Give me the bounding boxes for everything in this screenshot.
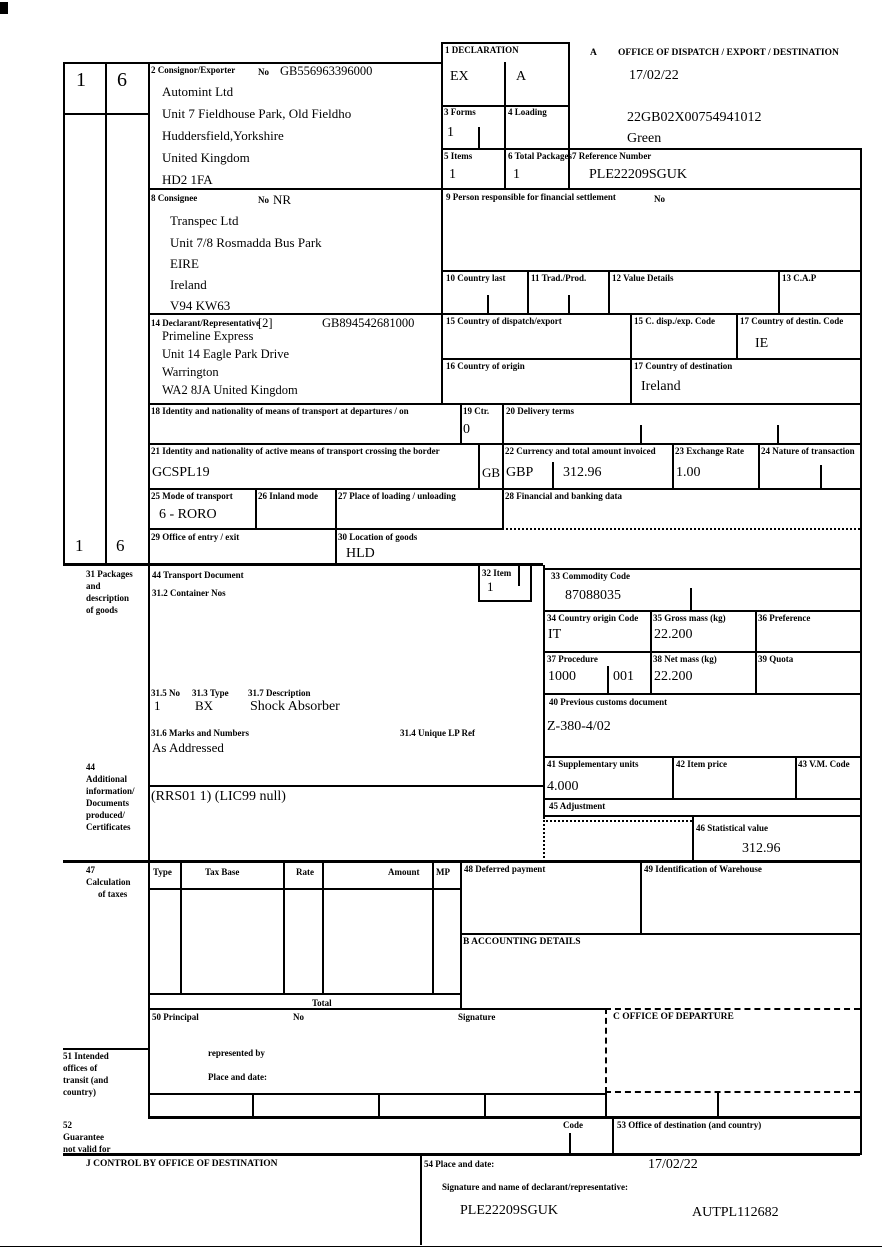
box52-code-label: Code <box>563 1120 583 1130</box>
box41-label: 41 Supplementary units <box>547 759 639 769</box>
box13-label: 13 C.A.P <box>782 273 817 283</box>
line <box>148 993 460 995</box>
box6-label: 6 Total Packages <box>508 151 573 161</box>
line <box>504 62 506 190</box>
box24-label: 24 Nature of transaction <box>761 446 855 456</box>
box22-label: 22 Currency and total amount invoiced <box>505 446 656 456</box>
line <box>484 1093 486 1118</box>
box32-label: 32 Item <box>482 568 512 578</box>
box18-label: 18 Identity and nationality of means of transport at departures / on <box>151 406 409 416</box>
line <box>568 42 570 190</box>
dashed-line <box>605 1008 860 1010</box>
declaration-type: EX <box>450 69 469 84</box>
line <box>692 815 694 862</box>
box7-value: PLE22209SGUK <box>589 167 688 182</box>
declarant-line: Primeline Express <box>162 329 254 343</box>
consignor-line: United Kingdom <box>162 150 250 165</box>
box27-label: 27 Place of loading / unloading <box>338 491 456 501</box>
box17-value: Ireland <box>641 379 681 394</box>
box35-label: 35 Gross mass (kg) <box>653 613 726 623</box>
box19-value: 0 <box>463 422 470 437</box>
officeA-routing: Green <box>627 131 662 146</box>
box35-value: 22.200 <box>654 627 693 642</box>
box52-label: not valid for <box>63 1144 111 1154</box>
box31-label: description <box>86 593 130 603</box>
tax-total-label: Total <box>312 998 332 1008</box>
tax-col-type: Type <box>153 867 172 877</box>
dotted-line <box>543 817 545 862</box>
line <box>650 610 652 695</box>
declarant-line: Unit 14 Eagle Park Drive <box>162 347 290 361</box>
box54-signature-label: Signature and name of declarant/representative: <box>442 1182 628 1192</box>
box19-label: 19 Ctr. <box>463 406 490 416</box>
consignee-line: Ireland <box>170 277 207 292</box>
line <box>543 756 860 758</box>
line <box>63 62 65 565</box>
dotted-line <box>502 528 860 530</box>
line <box>255 488 257 530</box>
line <box>335 488 337 565</box>
line <box>0 1246 882 1247</box>
box20-label: 20 Delivery terms <box>506 406 574 416</box>
line <box>612 1116 614 1155</box>
box11-label: 11 Trad./Prod. <box>531 273 587 283</box>
line <box>758 443 760 490</box>
box52-label: 52 <box>63 1120 72 1130</box>
copy-number-1: 1 <box>76 69 86 91</box>
box51-label: transit (and <box>63 1075 109 1085</box>
consignor-line: Unit 7 Fieldhouse Park, Old Fieldho <box>162 106 352 121</box>
line <box>148 403 860 405</box>
box37-label: 37 Procedure <box>547 654 598 664</box>
box14-label: 14 Declarant/Representative <box>151 318 261 328</box>
box23-value: 1.00 <box>676 465 701 480</box>
box44-label: Additional <box>86 774 128 784</box>
box47-label: of taxes <box>98 889 128 899</box>
line <box>460 933 860 935</box>
box6-value: 1 <box>513 167 520 182</box>
tick <box>820 465 822 490</box>
box31-6-value: As Addressed <box>152 740 224 755</box>
line <box>63 1153 860 1156</box>
dotted-line <box>543 820 692 822</box>
tick <box>690 588 692 612</box>
line <box>543 798 860 800</box>
box31-label: of goods <box>86 605 118 615</box>
box38-label: 38 Net mass (kg) <box>653 654 717 664</box>
line <box>608 270 610 315</box>
line <box>630 313 632 405</box>
box47-label: 47 <box>86 865 95 875</box>
box45-label: 45 Adjustment <box>549 801 606 811</box>
tick <box>777 425 779 445</box>
box37-value1: 1000 <box>548 669 576 684</box>
box51-label: country) <box>63 1087 96 1097</box>
box36-label: 36 Preference <box>758 613 811 623</box>
declarant-eori: GB894542681000 <box>322 316 415 330</box>
line <box>148 785 543 787</box>
box44-label: 44 <box>86 762 95 772</box>
line <box>478 565 480 602</box>
line <box>420 1153 422 1245</box>
box50-label: 50 Principal <box>152 1012 199 1022</box>
line <box>105 62 107 565</box>
line <box>441 270 860 272</box>
box21-nationality: GB <box>482 465 501 480</box>
consignee-line: EIRE <box>170 256 199 271</box>
line <box>441 358 860 360</box>
box2-label: 2 Consignor/Exporter <box>151 65 236 75</box>
line <box>283 862 285 995</box>
box39-label: 39 Quota <box>758 654 794 664</box>
tick <box>568 295 570 315</box>
consignee-eori: NR <box>273 192 292 207</box>
box37-value2: 001 <box>613 669 634 684</box>
box38-value: 22.200 <box>654 669 693 684</box>
line <box>148 1116 860 1119</box>
consignee-line: Unit 7/8 Rosmadda Bus Park <box>170 235 322 250</box>
officeA-date: 17/02/22 <box>629 68 679 83</box>
box8-no-label: No <box>258 195 269 205</box>
line <box>63 1048 148 1050</box>
box31-7-label: 31.7 Description <box>248 688 311 698</box>
box54-reference: PLE22209SGUK <box>460 1203 559 1218</box>
declarant-line: Warrington <box>162 365 219 379</box>
box44-label: produced/ <box>86 810 125 820</box>
box7-label: 7 Reference Number <box>572 151 652 161</box>
line <box>441 42 568 44</box>
line <box>605 1093 607 1118</box>
line <box>432 862 434 995</box>
box4-label: 4 Loading <box>508 107 547 117</box>
tick <box>640 425 642 445</box>
box9-label: 9 Person responsible for financial settlement <box>446 192 616 202</box>
consignor-eori: GB556963396000 <box>280 64 373 78</box>
box25-label: 25 Mode of transport <box>151 491 233 501</box>
officeA-mrn: 22GB02X00754941012 <box>627 110 762 125</box>
box46-value: 312.96 <box>742 841 781 856</box>
line <box>530 565 532 602</box>
box2-no-label: No <box>258 67 269 77</box>
box21-value: GCSPL19 <box>152 465 210 480</box>
box17-label: 17 Country of destination <box>634 361 733 371</box>
box34-label: 34 Country origin Code <box>547 613 639 623</box>
consignee-line: Transpec Ltd <box>170 213 239 228</box>
box12-label: 12 Value Details <box>612 273 674 283</box>
box34-value: IT <box>548 627 562 642</box>
box41-value: 4.000 <box>547 779 579 794</box>
copy-number-6-lower: 6 <box>116 536 125 555</box>
box44-label: Documents <box>86 798 129 808</box>
box3-value: 1 <box>447 125 454 140</box>
box22-currency: GBP <box>506 465 534 480</box>
box5-label: 5 Items <box>444 151 473 161</box>
line <box>543 565 545 817</box>
box31-label: and <box>86 581 101 591</box>
line <box>148 528 502 530</box>
box42-label: 42 Item price <box>676 759 727 769</box>
line <box>543 651 860 653</box>
dashed-line <box>605 1008 607 1093</box>
line <box>460 862 462 1010</box>
line <box>778 270 780 315</box>
tax-col-taxbase: Tax Base <box>205 867 240 877</box>
line <box>252 1093 254 1118</box>
box31-label: 31 Packages <box>86 569 133 579</box>
box17a-value: IE <box>755 336 769 351</box>
tick <box>552 462 554 490</box>
box50-no-label: No <box>293 1012 304 1022</box>
box40-label: 40 Previous customs document <box>549 697 668 707</box>
box33-label: 33 Commodity Code <box>551 571 630 581</box>
line <box>736 313 738 360</box>
box31-6-label: 31.6 Marks and Numbers <box>151 728 250 738</box>
box31-3-label: 31.3 Type <box>192 688 229 698</box>
box10-label: 10 Country last <box>446 273 506 283</box>
line <box>543 568 860 570</box>
sectionB-title: B ACCOUNTING DETAILS <box>463 937 581 947</box>
box53-label: 53 Office of destination (and country) <box>617 1120 762 1130</box>
box15-label: 15 Country of dispatch/export <box>446 316 562 326</box>
box40-value: Z-380-4/02 <box>547 719 611 734</box>
box25-value: 6 - RORO <box>159 507 217 522</box>
box31-7-value: Shock Absorber <box>250 699 340 714</box>
tick <box>478 127 480 150</box>
officeA-title: OFFICE OF DISPATCH / EXPORT / DESTINATION <box>618 48 839 58</box>
box15a-label: 15 C. disp./exp. Code <box>634 316 716 326</box>
line <box>148 313 860 315</box>
line <box>640 862 642 935</box>
line <box>607 666 609 695</box>
line <box>148 62 150 1118</box>
copy-number-6: 6 <box>117 69 127 91</box>
line <box>322 862 324 995</box>
consignor-line: Automint Ltd <box>162 84 234 99</box>
line <box>441 42 443 405</box>
box31-3-value: BX <box>195 698 214 713</box>
box46-label: 46 Statistical value <box>696 823 768 833</box>
box43-label: 43 V.M. Code <box>798 759 850 769</box>
line <box>63 563 543 566</box>
declaration-subtype: A <box>516 69 527 84</box>
box49-label: 49 Identification of Warehouse <box>644 864 762 874</box>
line <box>672 756 674 800</box>
box31-5-value: 1 <box>154 698 161 713</box>
line <box>148 1093 605 1095</box>
line <box>148 888 460 890</box>
box44-label: Certificates <box>86 822 131 832</box>
box47-label: Calculation <box>86 877 131 887</box>
line <box>795 756 797 800</box>
box23-label: 23 Exchange Rate <box>675 446 744 456</box>
box54-authorisation: AUTPL112682 <box>692 1205 779 1220</box>
consignor-line: Huddersfield,Yorkshire <box>162 128 284 143</box>
line <box>148 1008 605 1010</box>
line <box>755 610 757 695</box>
box51-label: offices of <box>63 1063 98 1073</box>
box31-2-label: 31.2 Container Nos <box>152 588 226 598</box>
box33-value: 87088035 <box>565 588 621 603</box>
box16-label: 16 Country of origin <box>446 361 525 371</box>
line <box>717 1091 719 1118</box>
box26-label: 26 Inland mode <box>258 491 319 501</box>
box48-label: 48 Deferred payment <box>464 864 546 874</box>
box32-value: 1 <box>487 579 494 594</box>
consignor-line: HD2 1FA <box>162 172 213 187</box>
consignee-line: V94 KW63 <box>170 298 231 313</box>
line <box>543 815 860 817</box>
tick <box>569 1133 571 1155</box>
box54-date: 17/02/22 <box>648 1157 698 1172</box>
sectionC-title: C OFFICE OF DEPARTURE <box>613 1012 734 1022</box>
box50-signature-label: Signature <box>458 1012 496 1022</box>
box44-label: information/ <box>86 786 135 796</box>
line <box>148 443 860 445</box>
tick <box>518 565 520 586</box>
declarant-line: WA2 8JA United Kingdom <box>162 383 298 397</box>
line <box>527 270 529 315</box>
copy-number-1-lower: 1 <box>75 536 84 555</box>
box31-5-label: 31.5 No <box>151 688 180 698</box>
box30-value: HLD <box>346 546 375 561</box>
officeA-letter: A <box>590 48 597 58</box>
scan-artifact <box>0 2 8 14</box>
box17a-label: 17 Country of destin. Code <box>740 316 844 326</box>
box44-value: (RRS01 1) (LIC99 null) <box>151 789 286 804</box>
box31-4-label: 31.4 Unique LP Ref <box>400 728 476 738</box>
line <box>672 443 674 490</box>
box50-represented-label: represented by <box>208 1048 265 1058</box>
box54-label: 54 Place and date: <box>424 1159 495 1169</box>
tick <box>487 295 489 315</box>
box1-label: 1 DECLARATION <box>445 45 519 55</box>
box5-value: 1 <box>449 167 456 182</box>
tax-col-mp: MP <box>436 867 450 877</box>
box28-label: 28 Financial and banking data <box>505 491 623 501</box>
line <box>543 693 860 695</box>
line <box>460 403 462 445</box>
box29-label: 29 Office of entry / exit <box>151 532 240 542</box>
box51-label: 51 Intended <box>63 1051 109 1061</box>
tax-col-rate: Rate <box>296 867 314 877</box>
tax-col-amount: Amount <box>388 867 420 877</box>
line <box>543 610 860 612</box>
line <box>478 443 480 490</box>
box44-transport-doc-label: 44 Transport Document <box>152 570 244 580</box>
box22-amount: 312.96 <box>563 465 602 480</box>
line <box>502 403 504 530</box>
box8-label: 8 Consignee <box>151 193 198 203</box>
line <box>478 600 530 602</box>
line <box>378 1093 380 1118</box>
box50-place-label: Place and date: <box>208 1072 267 1082</box>
line <box>860 148 862 1155</box>
declarant-code: [2] <box>258 316 273 330</box>
line <box>180 862 182 995</box>
sectionJ-title: J CONTROL BY OFFICE OF DESTINATION <box>86 1159 278 1169</box>
box30-label: 30 Location of goods <box>338 532 418 542</box>
box3-label: 3 Forms <box>444 107 476 117</box>
box9-no-label: No <box>654 194 665 204</box>
box52-label: Guarantee <box>63 1132 104 1142</box>
box21-label: 21 Identity and nationality of active means of transport crossing the border <box>151 446 440 456</box>
line <box>63 62 441 64</box>
dashed-line <box>605 1091 860 1093</box>
